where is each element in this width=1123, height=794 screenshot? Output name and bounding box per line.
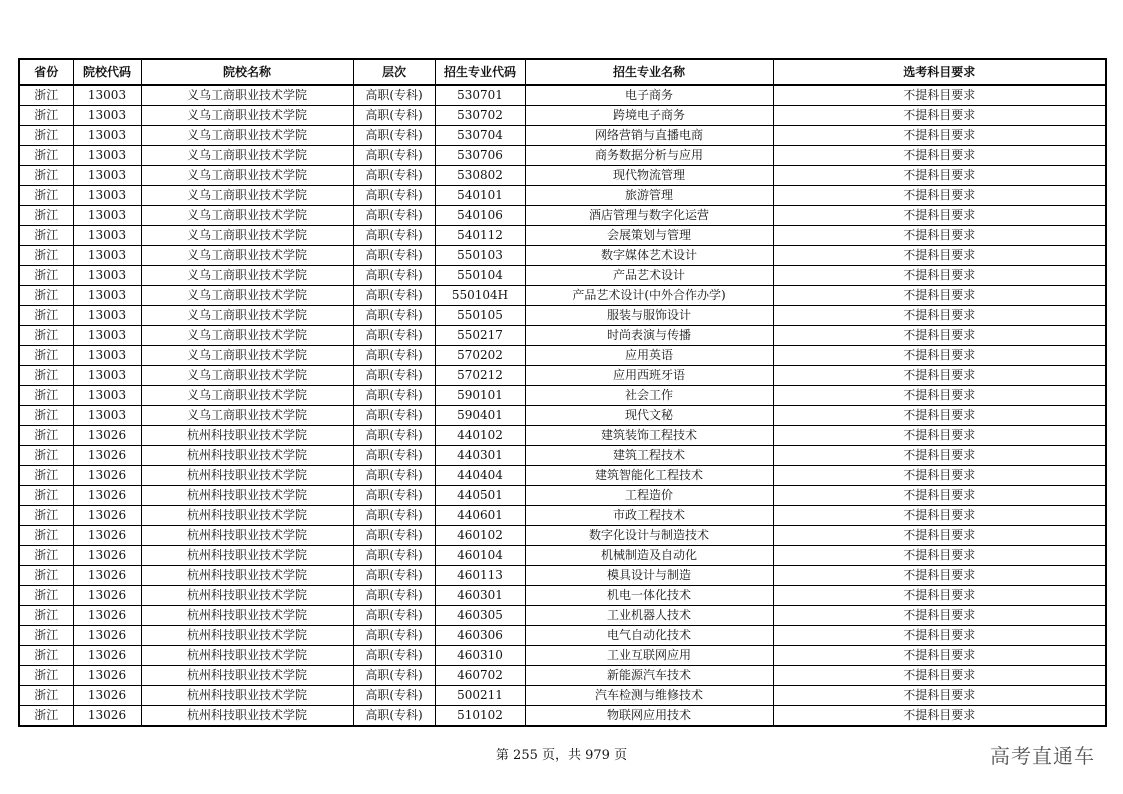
header-school-code: 院校代码	[73, 59, 141, 85]
cell-school-name: 义乌工商职业技术学院	[141, 106, 353, 126]
cell-subject-requirement: 不提科目要求	[773, 186, 1106, 206]
cell-level: 高职(专科)	[353, 606, 435, 626]
cell-school-code: 13026	[73, 626, 141, 646]
cell-subject-requirement: 不提科目要求	[773, 606, 1106, 626]
cell-major-name: 市政工程技术	[525, 506, 773, 526]
cell-level: 高职(专科)	[353, 486, 435, 506]
cell-major-code: 440404	[435, 466, 525, 486]
cell-school-code: 13026	[73, 606, 141, 626]
page-number: 第 255 页，共 979 页	[495, 748, 628, 763]
cell-major-name: 工业机器人技术	[525, 606, 773, 626]
table-row	[19, 646, 1106, 666]
cell-level: 高职(专科)	[353, 106, 435, 126]
cell-school-name: 义乌工商职业技术学院	[141, 286, 353, 306]
cell-major-code: 550217	[435, 326, 525, 346]
cell-major-name: 机电一体化技术	[525, 586, 773, 606]
cell-level: 高职(专科)	[353, 666, 435, 686]
cell-subject-requirement: 不提科目要求	[773, 546, 1106, 566]
cell-school-code: 13003	[73, 326, 141, 346]
cell-province: 浙江	[19, 506, 73, 526]
cell-school-code: 13003	[73, 186, 141, 206]
table-row	[19, 346, 1106, 366]
header-school-name: 院校名称	[141, 59, 353, 85]
cell-subject-requirement: 不提科目要求	[773, 326, 1106, 346]
cell-school-code: 13026	[73, 566, 141, 586]
cell-major-name: 电子商务	[525, 85, 773, 106]
cell-province: 浙江	[19, 266, 73, 286]
cell-subject-requirement: 不提科目要求	[773, 306, 1106, 326]
admission-table	[18, 58, 1107, 727]
cell-province: 浙江	[19, 126, 73, 146]
cell-province: 浙江	[19, 386, 73, 406]
cell-level: 高职(专科)	[353, 186, 435, 206]
cell-major-name: 建筑智能化工程技术	[525, 466, 773, 486]
cell-major-code: 550104H	[435, 286, 525, 306]
cell-province: 浙江	[19, 366, 73, 386]
header-level: 层次	[353, 59, 435, 85]
cell-school-name: 义乌工商职业技术学院	[141, 226, 353, 246]
cell-major-code: 460306	[435, 626, 525, 646]
cell-school-name: 义乌工商职业技术学院	[141, 146, 353, 166]
cell-level: 高职(专科)	[353, 166, 435, 186]
header-subject-requirement: 选考科目要求	[773, 59, 1106, 85]
cell-school-name: 义乌工商职业技术学院	[141, 406, 353, 426]
table-row	[19, 486, 1106, 506]
cell-subject-requirement: 不提科目要求	[773, 146, 1106, 166]
cell-major-name: 电气自动化技术	[525, 626, 773, 646]
cell-major-name: 机械制造及自动化	[525, 546, 773, 566]
cell-school-code: 13003	[73, 126, 141, 146]
cell-major-name: 现代物流管理	[525, 166, 773, 186]
cell-school-code: 13026	[73, 466, 141, 486]
cell-subject-requirement: 不提科目要求	[773, 486, 1106, 506]
cell-subject-requirement: 不提科目要求	[773, 706, 1106, 727]
cell-subject-requirement: 不提科目要求	[773, 566, 1106, 586]
cell-level: 高职(专科)	[353, 266, 435, 286]
cell-major-name: 旅游管理	[525, 186, 773, 206]
cell-subject-requirement: 不提科目要求	[773, 246, 1106, 266]
cell-school-name: 杭州科技职业技术学院	[141, 506, 353, 526]
cell-major-name: 会展策划与管理	[525, 226, 773, 246]
cell-subject-requirement: 不提科目要求	[773, 686, 1106, 706]
cell-level: 高职(专科)	[353, 526, 435, 546]
cell-school-name: 义乌工商职业技术学院	[141, 246, 353, 266]
cell-major-code: 550104	[435, 266, 525, 286]
cell-major-name: 时尚表演与传播	[525, 326, 773, 346]
cell-school-code: 13026	[73, 666, 141, 686]
cell-major-code: 460305	[435, 606, 525, 626]
cell-school-name: 义乌工商职业技术学院	[141, 346, 353, 366]
cell-major-name: 工程造价	[525, 486, 773, 506]
cell-major-code: 570212	[435, 366, 525, 386]
cell-level: 高职(专科)	[353, 226, 435, 246]
cell-major-name: 产品艺术设计(中外合作办学)	[525, 286, 773, 306]
cell-school-name: 杭州科技职业技术学院	[141, 546, 353, 566]
cell-level: 高职(专科)	[353, 506, 435, 526]
cell-school-name: 杭州科技职业技术学院	[141, 446, 353, 466]
cell-level: 高职(专科)	[353, 85, 435, 106]
cell-major-code: 550105	[435, 306, 525, 326]
cell-school-name: 义乌工商职业技术学院	[141, 206, 353, 226]
cell-major-name: 数字媒体艺术设计	[525, 246, 773, 266]
table-row	[19, 526, 1106, 546]
cell-school-code: 13026	[73, 486, 141, 506]
cell-level: 高职(专科)	[353, 446, 435, 466]
cell-subject-requirement: 不提科目要求	[773, 646, 1106, 666]
cell-subject-requirement: 不提科目要求	[773, 626, 1106, 646]
cell-school-code: 13003	[73, 166, 141, 186]
cell-school-code: 13003	[73, 306, 141, 326]
table-row	[19, 626, 1106, 646]
cell-major-code: 460702	[435, 666, 525, 686]
cell-province: 浙江	[19, 406, 73, 426]
header-major-name: 招生专业名称	[525, 59, 773, 85]
header-major-code: 招生专业代码	[435, 59, 525, 85]
cell-school-name: 杭州科技职业技术学院	[141, 606, 353, 626]
cell-major-code: 440301	[435, 446, 525, 466]
table-row	[19, 106, 1106, 126]
cell-school-code: 13003	[73, 406, 141, 426]
table-row	[19, 366, 1106, 386]
cell-major-name: 社会工作	[525, 386, 773, 406]
cell-province: 浙江	[19, 686, 73, 706]
cell-school-code: 13026	[73, 686, 141, 706]
cell-major-name: 服装与服饰设计	[525, 306, 773, 326]
cell-school-code: 13003	[73, 85, 141, 106]
cell-major-name: 汽车检测与维修技术	[525, 686, 773, 706]
table-row	[19, 85, 1106, 106]
cell-major-code: 440501	[435, 486, 525, 506]
cell-school-name: 杭州科技职业技术学院	[141, 646, 353, 666]
cell-school-code: 13026	[73, 426, 141, 446]
cell-level: 高职(专科)	[353, 366, 435, 386]
cell-major-name: 酒店管理与数字化运营	[525, 206, 773, 226]
cell-province: 浙江	[19, 306, 73, 326]
cell-subject-requirement: 不提科目要求	[773, 526, 1106, 546]
cell-subject-requirement: 不提科目要求	[773, 406, 1106, 426]
table-row	[19, 126, 1106, 146]
cell-major-code: 460113	[435, 566, 525, 586]
cell-school-code: 13003	[73, 106, 141, 126]
cell-subject-requirement: 不提科目要求	[773, 226, 1106, 246]
cell-major-code: 530702	[435, 106, 525, 126]
cell-level: 高职(专科)	[353, 646, 435, 666]
cell-major-name: 数字化设计与制造技术	[525, 526, 773, 546]
cell-subject-requirement: 不提科目要求	[773, 586, 1106, 606]
cell-major-code: 460104	[435, 546, 525, 566]
table-row	[19, 606, 1106, 626]
cell-level: 高职(专科)	[353, 346, 435, 366]
cell-subject-requirement: 不提科目要求	[773, 446, 1106, 466]
cell-school-name: 义乌工商职业技术学院	[141, 126, 353, 146]
cell-province: 浙江	[19, 586, 73, 606]
table-row	[19, 166, 1106, 186]
table-row	[19, 426, 1106, 446]
cell-school-code: 13003	[73, 146, 141, 166]
cell-school-code: 13026	[73, 506, 141, 526]
cell-major-code: 530802	[435, 166, 525, 186]
cell-major-name: 应用英语	[525, 346, 773, 366]
cell-major-name: 商务数据分析与应用	[525, 146, 773, 166]
cell-school-code: 13026	[73, 446, 141, 466]
cell-province: 浙江	[19, 106, 73, 126]
cell-school-code: 13003	[73, 386, 141, 406]
cell-school-code: 13003	[73, 366, 141, 386]
table-row	[19, 546, 1106, 566]
cell-subject-requirement: 不提科目要求	[773, 386, 1106, 406]
cell-school-name: 义乌工商职业技术学院	[141, 186, 353, 206]
cell-subject-requirement: 不提科目要求	[773, 666, 1106, 686]
cell-major-name: 产品艺术设计	[525, 266, 773, 286]
cell-school-code: 13026	[73, 526, 141, 546]
cell-subject-requirement: 不提科目要求	[773, 126, 1106, 146]
cell-school-name: 杭州科技职业技术学院	[141, 466, 353, 486]
cell-level: 高职(专科)	[353, 286, 435, 306]
cell-level: 高职(专科)	[353, 306, 435, 326]
table-header-row	[19, 59, 1106, 85]
cell-level: 高职(专科)	[353, 326, 435, 346]
cell-major-code: 460301	[435, 586, 525, 606]
cell-school-code: 13026	[73, 546, 141, 566]
cell-major-code: 540106	[435, 206, 525, 226]
cell-province: 浙江	[19, 446, 73, 466]
cell-major-name: 建筑工程技术	[525, 446, 773, 466]
cell-major-code: 530704	[435, 126, 525, 146]
cell-level: 高职(专科)	[353, 406, 435, 426]
table-row	[19, 506, 1106, 526]
cell-major-code: 530701	[435, 85, 525, 106]
cell-level: 高职(专科)	[353, 126, 435, 146]
cell-school-name: 义乌工商职业技术学院	[141, 166, 353, 186]
cell-level: 高职(专科)	[353, 546, 435, 566]
cell-province: 浙江	[19, 466, 73, 486]
cell-province: 浙江	[19, 706, 73, 727]
cell-level: 高职(专科)	[353, 566, 435, 586]
cell-school-name: 义乌工商职业技术学院	[141, 266, 353, 286]
cell-school-name: 杭州科技职业技术学院	[141, 666, 353, 686]
cell-province: 浙江	[19, 486, 73, 506]
cell-major-code: 510102	[435, 706, 525, 727]
cell-level: 高职(专科)	[353, 586, 435, 606]
cell-level: 高职(专科)	[353, 146, 435, 166]
cell-major-code: 440601	[435, 506, 525, 526]
cell-school-code: 13003	[73, 226, 141, 246]
cell-subject-requirement: 不提科目要求	[773, 266, 1106, 286]
cell-school-code: 13026	[73, 646, 141, 666]
table-row	[19, 666, 1106, 686]
cell-school-name: 义乌工商职业技术学院	[141, 366, 353, 386]
cell-major-name: 工业互联网应用	[525, 646, 773, 666]
cell-school-name: 杭州科技职业技术学院	[141, 426, 353, 446]
table-row	[19, 226, 1106, 246]
cell-level: 高职(专科)	[353, 686, 435, 706]
cell-school-name: 义乌工商职业技术学院	[141, 306, 353, 326]
cell-province: 浙江	[19, 166, 73, 186]
cell-major-name: 新能源汽车技术	[525, 666, 773, 686]
watermark-logo: 高考直通车	[990, 744, 1095, 768]
cell-major-code: 590401	[435, 406, 525, 426]
table-row	[19, 386, 1106, 406]
cell-school-code: 13003	[73, 206, 141, 226]
cell-major-name: 建筑装饰工程技术	[525, 426, 773, 446]
cell-subject-requirement: 不提科目要求	[773, 366, 1106, 386]
table-row	[19, 406, 1106, 426]
cell-level: 高职(专科)	[353, 206, 435, 226]
cell-province: 浙江	[19, 606, 73, 626]
cell-major-code: 550103	[435, 246, 525, 266]
table-row	[19, 326, 1106, 346]
table-row	[19, 566, 1106, 586]
table-row	[19, 446, 1106, 466]
table-row	[19, 206, 1106, 226]
table-row	[19, 686, 1106, 706]
cell-subject-requirement: 不提科目要求	[773, 426, 1106, 446]
cell-school-code: 13026	[73, 706, 141, 727]
cell-province: 浙江	[19, 566, 73, 586]
cell-major-code: 460310	[435, 646, 525, 666]
cell-province: 浙江	[19, 526, 73, 546]
table-row	[19, 586, 1106, 606]
cell-province: 浙江	[19, 146, 73, 166]
cell-school-name: 杭州科技职业技术学院	[141, 626, 353, 646]
cell-level: 高职(专科)	[353, 706, 435, 727]
cell-major-name: 模具设计与制造	[525, 566, 773, 586]
table-row	[19, 286, 1106, 306]
cell-major-code: 500211	[435, 686, 525, 706]
cell-province: 浙江	[19, 286, 73, 306]
cell-major-code: 540101	[435, 186, 525, 206]
table-row	[19, 186, 1106, 206]
cell-province: 浙江	[19, 85, 73, 106]
cell-subject-requirement: 不提科目要求	[773, 85, 1106, 106]
cell-major-code: 460102	[435, 526, 525, 546]
cell-province: 浙江	[19, 326, 73, 346]
cell-province: 浙江	[19, 226, 73, 246]
cell-province: 浙江	[19, 666, 73, 686]
cell-level: 高职(专科)	[353, 246, 435, 266]
cell-major-name: 物联网应用技术	[525, 706, 773, 727]
cell-province: 浙江	[19, 426, 73, 446]
table-row	[19, 146, 1106, 166]
cell-province: 浙江	[19, 206, 73, 226]
cell-level: 高职(专科)	[353, 426, 435, 446]
cell-province: 浙江	[19, 626, 73, 646]
cell-subject-requirement: 不提科目要求	[773, 466, 1106, 486]
cell-major-code: 590101	[435, 386, 525, 406]
cell-subject-requirement: 不提科目要求	[773, 106, 1106, 126]
cell-school-name: 义乌工商职业技术学院	[141, 85, 353, 106]
cell-level: 高职(专科)	[353, 386, 435, 406]
cell-major-name: 网络营销与直播电商	[525, 126, 773, 146]
cell-major-code: 570202	[435, 346, 525, 366]
cell-major-code: 440102	[435, 426, 525, 446]
cell-subject-requirement: 不提科目要求	[773, 166, 1106, 186]
cell-subject-requirement: 不提科目要求	[773, 286, 1106, 306]
cell-province: 浙江	[19, 186, 73, 206]
cell-school-code: 13003	[73, 346, 141, 366]
cell-school-code: 13026	[73, 586, 141, 606]
cell-level: 高职(专科)	[353, 626, 435, 646]
cell-major-name: 跨境电子商务	[525, 106, 773, 126]
cell-major-name: 应用西班牙语	[525, 366, 773, 386]
cell-province: 浙江	[19, 646, 73, 666]
cell-school-name: 义乌工商职业技术学院	[141, 326, 353, 346]
cell-school-name: 义乌工商职业技术学院	[141, 386, 353, 406]
cell-school-name: 杭州科技职业技术学院	[141, 566, 353, 586]
cell-major-code: 530706	[435, 146, 525, 166]
cell-major-code: 540112	[435, 226, 525, 246]
cell-school-code: 13003	[73, 266, 141, 286]
cell-school-code: 13003	[73, 246, 141, 266]
cell-subject-requirement: 不提科目要求	[773, 206, 1106, 226]
cell-school-name: 杭州科技职业技术学院	[141, 586, 353, 606]
table-row	[19, 306, 1106, 326]
cell-school-name: 杭州科技职业技术学院	[141, 686, 353, 706]
cell-school-name: 杭州科技职业技术学院	[141, 486, 353, 506]
cell-province: 浙江	[19, 346, 73, 366]
cell-school-code: 13003	[73, 286, 141, 306]
cell-school-name: 杭州科技职业技术学院	[141, 526, 353, 546]
table-row	[19, 706, 1106, 727]
cell-province: 浙江	[19, 246, 73, 266]
cell-subject-requirement: 不提科目要求	[773, 506, 1106, 526]
table-row	[19, 246, 1106, 266]
cell-major-name: 现代文秘	[525, 406, 773, 426]
cell-level: 高职(专科)	[353, 466, 435, 486]
cell-subject-requirement: 不提科目要求	[773, 346, 1106, 366]
cell-province: 浙江	[19, 546, 73, 566]
table-row	[19, 266, 1106, 286]
cell-school-name: 杭州科技职业技术学院	[141, 706, 353, 727]
header-province: 省份	[19, 59, 73, 85]
table-row	[19, 466, 1106, 486]
